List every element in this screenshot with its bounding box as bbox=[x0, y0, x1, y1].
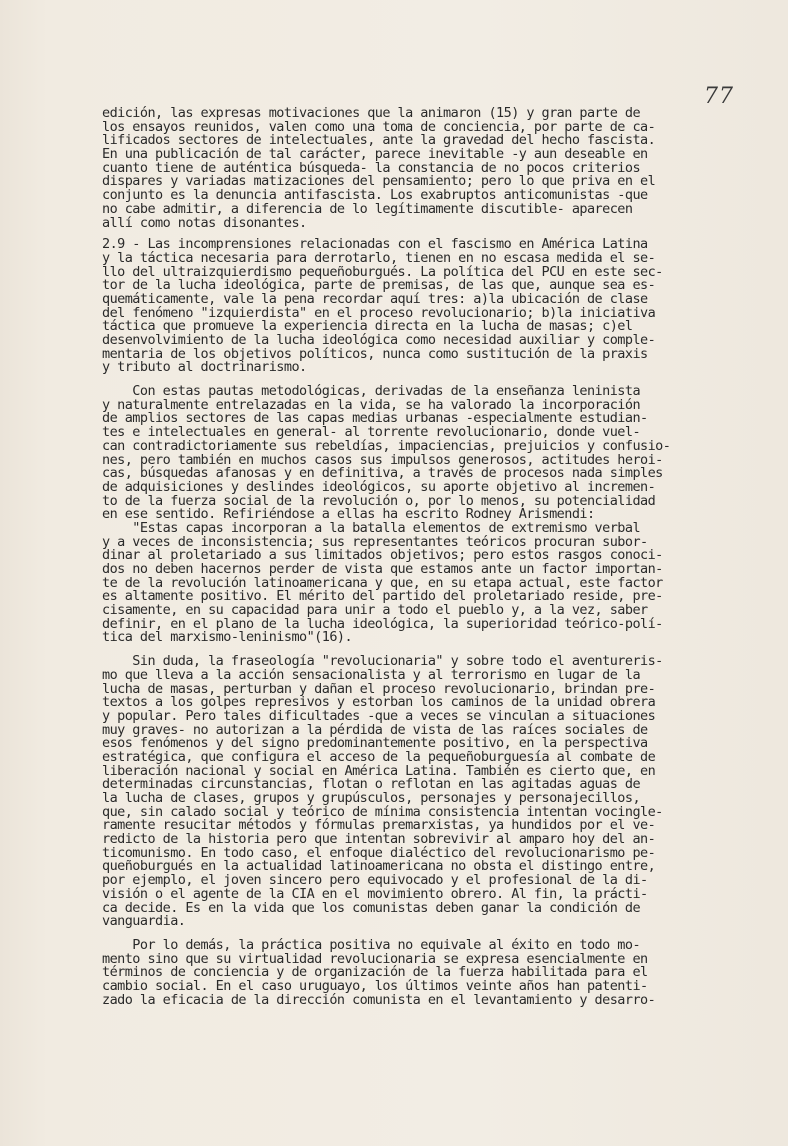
text-line: ca decide. Es en la vida que los comunistas deben ganar la condición de bbox=[102, 899, 641, 916]
text-line: y popular. Pero tales dificultades -que a veces se vinculan a situaciones bbox=[102, 707, 656, 724]
text-line: no cabe admitir, a diferencia de lo legítimamente discutible- aparecen bbox=[102, 200, 633, 217]
text-line: desenvolvimiento de la lucha ideológica como necesidad auxiliar y comple- bbox=[102, 332, 656, 348]
text-line: tor de la lucha ideológica, parte de premisas, de las que, aunque sea es- bbox=[102, 277, 656, 294]
text-line: que, sin calado social y teórico de mínima consistencia intentan vocingle- bbox=[102, 803, 663, 820]
text-line: cambio social. En el caso uruguayo, los últimos veinte años han patenti- bbox=[102, 977, 648, 994]
text-line: tes e intelectuales en general- al torrente revolucionario, donde vuel- bbox=[102, 424, 641, 441]
text-line: por ejemplo, el joven sincero pero equivocado y el profesional de la di- bbox=[102, 872, 648, 889]
text-line: redicto de la historia pero que intentan sobrevivir al amparo hoy del an- bbox=[102, 831, 656, 848]
text-line: can contradictoriamente sus rebeldías, impaciencias, prejuicios y confusio- bbox=[102, 437, 671, 454]
text-line: táctica que promueve la experiencia directa en la lucha de masas; c)el bbox=[102, 318, 633, 335]
text-line: mo que lleva a la acción sensacionalista y al terrorismo en lugar de la bbox=[102, 666, 641, 683]
text-line: zado la eficacia de la dirección comunista en el levantamiento y desarro- bbox=[102, 991, 656, 1008]
paragraph-3 bbox=[102, 385, 762, 645]
text-line: En una publicación de tal carácter, parece inevitable -y aun deseable en bbox=[102, 146, 648, 163]
text-line: 2.9 - Las incomprensiones relacionadas con el fascismo en América Latina bbox=[102, 236, 648, 253]
text-line: del fenómeno "izquierdista" en el proceso revolucionario; b)la iniciativa bbox=[102, 304, 656, 321]
text-line: de adquisiciones y deslindes ideológicos, su aporte objetivo al incremen- bbox=[102, 478, 656, 495]
text-line: visión o el agente de la CIA en el movimiento obrero. Al fin, la prácti- bbox=[102, 885, 648, 902]
text-line: ramente resucitar métodos y fórmulas premarxistas, ya hundidos por el ve- bbox=[102, 817, 656, 834]
paragraph-1 bbox=[102, 107, 762, 230]
quote-line: te de la revolución latinoamericana y que, en su etapa actual, este factor bbox=[102, 574, 663, 591]
text-line: de amplios sectores de las capas medias urbanas -especialmente estudian- bbox=[102, 410, 648, 427]
text-line: to de la fuerza social de la revolución o, por lo menos, su potencialidad bbox=[102, 492, 656, 509]
text-line: lificados sectores de intelectuales, ante la gravedad del hecho fascista. bbox=[102, 132, 656, 149]
text-line: cas, búsquedas afanosas y en definitiva, a través de procesos nada simples bbox=[102, 465, 663, 482]
text-line: conjunto es la denuncia antifascista. Los exabruptos anticomunistas -que bbox=[102, 187, 648, 204]
paragraph-4 bbox=[102, 655, 762, 929]
text-line: muy graves- no autorizan a la pérdida de vista de las raíces sociales de bbox=[102, 721, 648, 738]
text-line: estratégica, que configura el acceso de la pequeñoburguesía al combate de bbox=[102, 748, 656, 765]
text-line: términos de conciencia y de organización de la fuerza habilitada para el bbox=[102, 964, 648, 981]
text-line: quemáticamente, vale la pena recordar aquí tres: a)la ubicación de clase bbox=[102, 290, 648, 307]
text-line: en ese sentido. Refiriéndose a ellas ha escrito Rodney Arismendi: bbox=[102, 506, 595, 523]
quote-line: tica del marxismo-leninismo"(16). bbox=[102, 629, 353, 646]
text-line: Por lo demás, la práctica positiva no equivale al éxito en todo mo- bbox=[102, 936, 641, 953]
text-line: Sin duda, la fraseología "revolucionaria" y sobre todo el aventureris- bbox=[102, 653, 663, 670]
text-line: llo del ultraizquierdismo pequeñoburgués. La política del PCU en este sec- bbox=[102, 263, 663, 280]
text-line: lucha de masas, perturban y dañan el proceso revolucionario, brindan pre- bbox=[102, 680, 656, 697]
text-line: dispares y variadas matizaciones del pensamiento; pero lo que priva en el bbox=[102, 173, 656, 190]
text-line: edición, las expresas motivaciones que la animaron (15) y gran parte de bbox=[102, 105, 641, 121]
quote-line: "Estas capas incorporan a la batalla elementos de extremismo verbal bbox=[102, 519, 641, 536]
body-text bbox=[102, 107, 762, 1007]
quote-line: dos no deben hacernos perder de vista que estamos ante un factor importan- bbox=[102, 561, 663, 577]
text-line: nes, pero también en muchos casos sus impulsos generosos, actitudes heroi- bbox=[102, 451, 663, 468]
text-line: mento sino que su virtualidad revolucionaria se expresa esencialmente en bbox=[102, 950, 648, 967]
text-line: Con estas pautas metodológicas, derivadas de la enseñanza leninista bbox=[102, 383, 641, 400]
text-line: vanguardia. bbox=[102, 913, 186, 930]
paragraph-2 bbox=[102, 238, 762, 375]
text-line: liberación nacional y social en América Latina. También es cierto que, en bbox=[102, 762, 656, 779]
quote-line: y a veces de inconsistencia; sus representantes teóricos procuran subor- bbox=[102, 533, 648, 550]
quote-line: cisamente, en su capacidad para unir a todo el pueblo y, a la vez, saber bbox=[102, 602, 648, 619]
text-line: esos fenómenos y del signo predominantemente positivo, en la perspectiva bbox=[102, 735, 648, 752]
text-line: allí como notas disonantes. bbox=[102, 214, 307, 231]
quote-line: es altamente positivo. El mérito del partido del proletariado reside, pre- bbox=[102, 588, 663, 605]
paragraph-5 bbox=[102, 936, 762, 1008]
text-line: y la táctica necesaria para derrotarlo, tienen en no escasa medida el se- bbox=[102, 249, 656, 266]
page-number: 77 bbox=[704, 84, 734, 109]
quote-line: definir, en el plano de la lucha ideológica, la superioridad teórico-polí- bbox=[102, 615, 663, 632]
text-line: y naturalmente entrelazadas en la vida, se ha valorado la incorporación bbox=[102, 396, 641, 413]
text-line: mentaria de los objetivos políticos, nunca como sustitución de la praxis bbox=[102, 345, 648, 362]
text-line: los ensayos reunidos, valen como una toma de conciencia, por parte de ca- bbox=[102, 118, 656, 135]
text-line: cuanto tiene de auténtica búsqueda- la constancia de no pocos criterios bbox=[102, 159, 641, 176]
text-line: la lucha de clases, grupos y grupúsculos, personajes y personajecillos, bbox=[102, 790, 641, 806]
text-line: textos a los golpes represivos y estorban los caminos de la unidad obrera bbox=[102, 694, 656, 711]
text-line: y tributo al doctrinarismo. bbox=[102, 359, 307, 376]
quote-line: dinar al proletariado a sus limitados objetivos; pero estos rasgos conoci- bbox=[102, 547, 663, 564]
text-line: queñoburgués en la actualidad latinoamericana no obsta el distingo entre, bbox=[102, 858, 656, 875]
text-line: determinadas circunstancias, flotan o reflotan en las agitadas aguas de bbox=[102, 776, 641, 793]
text-line: ticomunismo. En todo caso, el enfoque dialéctico del revolucionarismo pe- bbox=[102, 844, 656, 861]
